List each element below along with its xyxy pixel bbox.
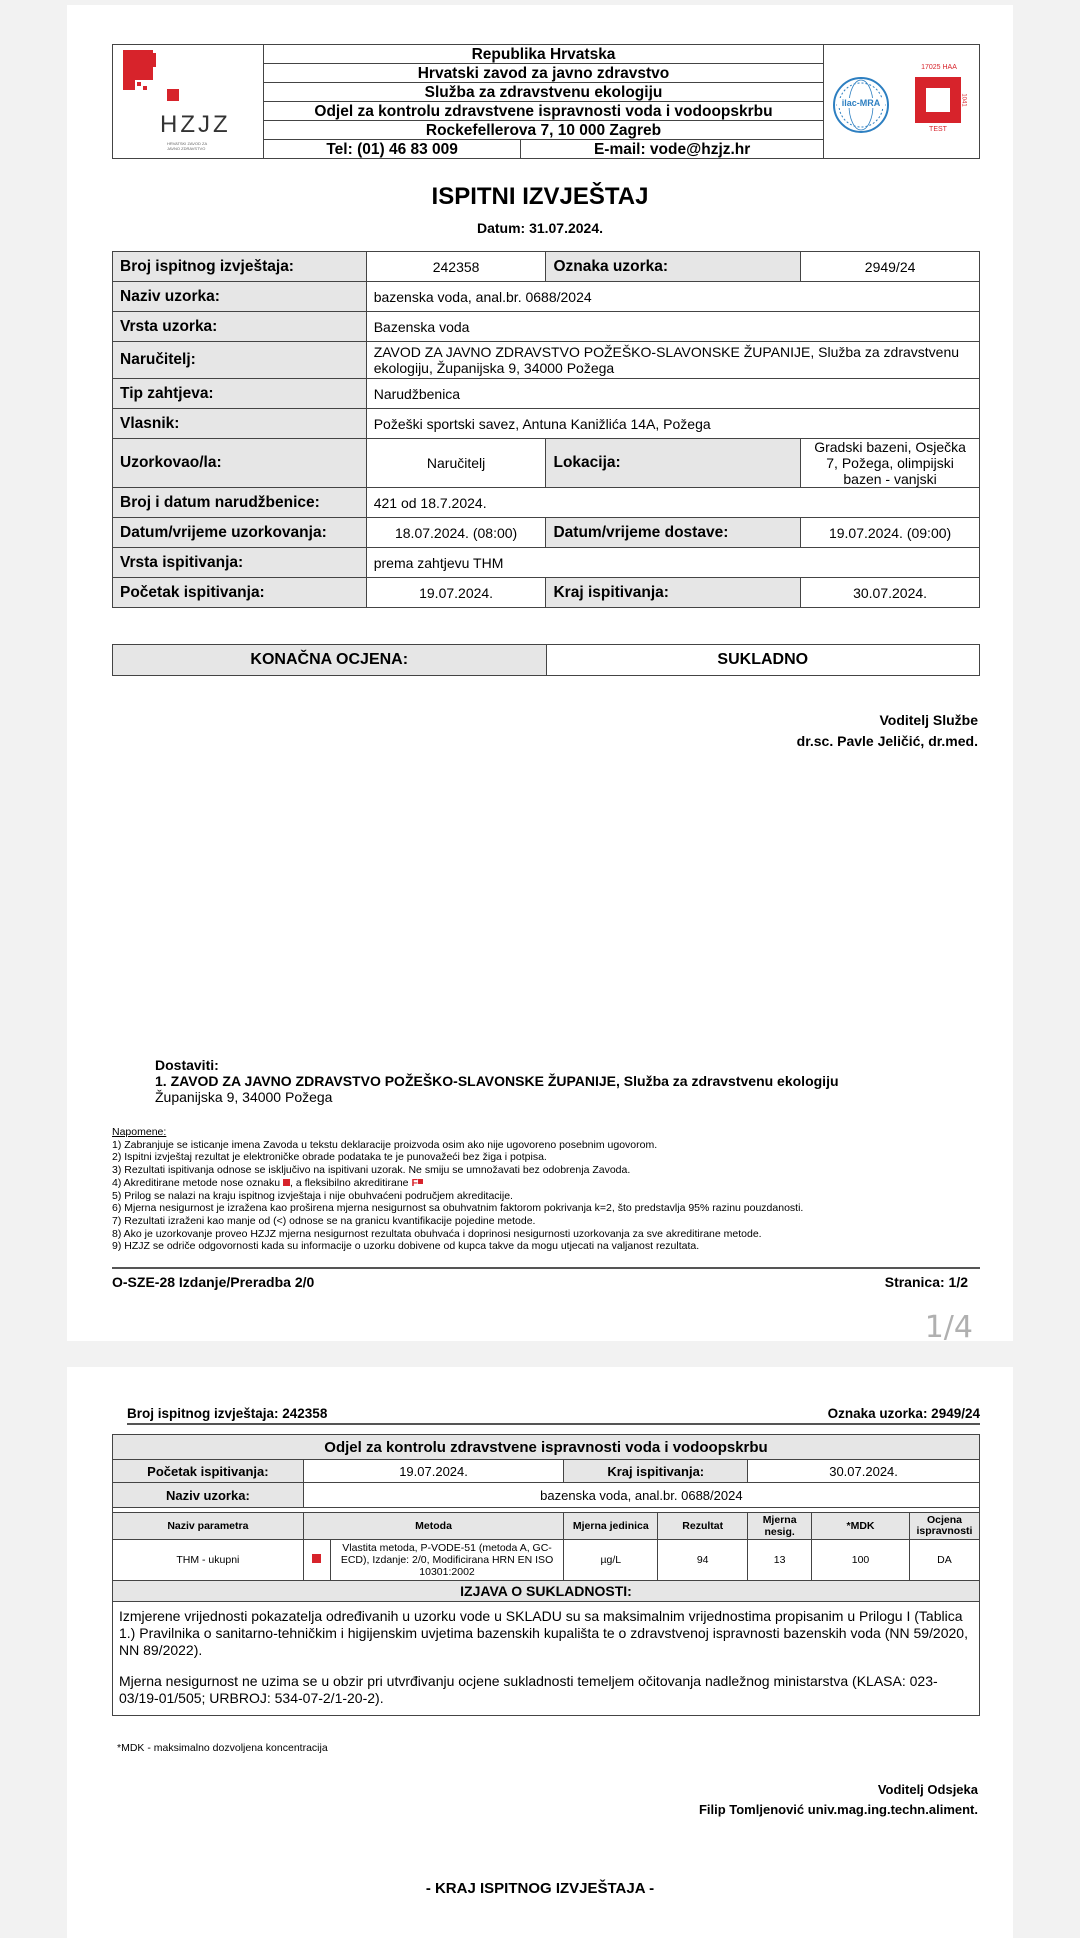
note-5: 5) Prilog se nalazi na kraju ispitnog izvještaja i nije obuhvaćeni područjem akreditacije. [112,1189,513,1202]
row-unit: µg/L [564,1540,658,1581]
header-email[interactable]: E-mail: vode@hzjz.hr [521,140,824,159]
note-3: 3) Rezultati ispitivanja odnose se isključivo na ispitivani uzorak. Ne smiju se umnožavati bez odobrenja Zavoda. [112,1164,631,1177]
header-department: Odjel za kontrolu zdravstvene ispravnosti voda i vodoopskrbu [264,102,824,121]
sample-name: bazenska voda, anal.br. 0688/2024 [366,282,979,312]
client: ZAVOD ZA JAVNO ZDRAVSTVO POŽEŠKO-SLAVONSKE ŽUPANIJE, Služba za zdravstvenu ekologiju, Županijska 9, 34000 Požega [366,342,979,379]
col-mdk: *MDK [812,1513,910,1540]
final-assessment-label: KONAČNA OCJENA: [113,645,547,676]
row-uncertainty: 13 [748,1540,812,1581]
sampler: Naručitelj [366,439,546,488]
note-4 [112,1177,982,1190]
logo-text: HZJZ [160,111,231,138]
location-label: Lokacija: [546,439,801,488]
results-sample-name-label: Naziv uzorka: [113,1483,304,1508]
accreditation-logos [824,45,980,159]
signature-name-2: Filip Tomljenović univ.mag.ing.techn.aliment. [698,1802,978,1817]
report-page-1 [67,5,1013,1345]
sample-type: Bazenska voda [366,312,979,342]
test-type: prema zahtjevu THM [366,548,979,578]
test-start: 19.07.2024. [366,578,546,608]
signature-name: dr.sc. Pavle Jeličić, dr.med. [796,733,978,749]
col-method: Metoda [303,1513,564,1540]
row-method: Vlastita metoda, P-VODE-51 (metoda A, GC-ECD), Izdanje: 2/0, Modificirana HRN EN ISO 10301:2002 [330,1540,564,1581]
note-1: 1) Zabranjuje se isticanje imena Zavoda u tekstu deklaracije proizvoda osim ako nije ugovoreno posebnim ugovorom. [112,1138,658,1151]
distribution-address: Županijska 9, 34000 Požega [155,1089,333,1105]
distribution-label: Dostaviti: [155,1057,219,1073]
sample-info-table [112,251,980,608]
results-sample-name: bazenska voda, anal.br. 0688/2024 [303,1483,979,1508]
notes-block [112,1126,982,1253]
delivery-datetime: 19.07.2024. (09:00) [801,518,980,548]
department-title: Odjel za kontrolu zdravstvene ispravnosti voda i vodoopskrbu [113,1435,980,1460]
row-parameter: THM - ukupni [113,1540,304,1581]
location: Gradski bazeni, Osječka 7, Požega, olimpijski bazen - vanjski [801,439,980,488]
col-result: Rezultat [658,1513,748,1540]
sample-type-label: Vrsta uzorka: [113,312,367,342]
note-2: 2) Ispitni izvještaj rezultat je elektroničke obrade podataka te je punovažeći bez žiga i potpisa. [112,1151,547,1164]
test-type-label: Vrsta ispitivanja: [113,548,367,578]
sample-code-label: Oznaka uzorka: [546,252,801,282]
header-address: Rockefellerova 7, 10 000 Zagreb [264,121,824,140]
ilac-text: ilac-MRA [837,98,885,108]
signature-block-1 [797,710,978,752]
report-number: 242358 [366,252,546,282]
final-assessment-value: SUKLADNO [546,645,980,676]
row-result: 94 [658,1540,748,1581]
conformity-title: IZJAVA O SUKLADNOSTI: [113,1581,980,1602]
sample-name-label: Naziv uzorka: [113,282,367,312]
page2-header [127,1406,980,1425]
row-mdk: 100 [812,1540,910,1581]
conformity-statement [113,1602,980,1716]
sampling-datetime-label: Datum/vrijeme uzorkovanja: [113,518,367,548]
viewer-page-indicator: 1/4 [924,1310,973,1345]
distribution-block [155,1057,839,1105]
final-assessment [112,644,980,676]
page2-sample-code: Oznaka uzorka: 2949/24 [827,1406,980,1421]
conformity-text-1: Izmjerene vrijednosti pokazatelja određivanih u uzorku vode u SKLADU su sa maksimalnim vrijednostima propisanim u Prilogu I (Tablica 1.) Pravilnika o sanitarno-tehničkim i higijenskim uvjetima bazenskih kupališta te o zdravstvenoj ispravnosti bazenskih voda (NN 59/2020, NN 89/2022). [119,1608,968,1658]
owner-label: Vlasnik: [113,409,367,439]
test-end-label: Kraj ispitivanja: [546,578,801,608]
report-title: ISPITNI IZVJEŠTAJ [431,183,649,210]
col-uncertainty: Mjerna nesig. [748,1513,812,1540]
results-end: 30.07.2024. [748,1460,980,1483]
col-parameter: Naziv parametra [113,1513,304,1540]
results-start-label: Početak ispitivanja: [113,1460,304,1483]
mdk-note: *MDK - maksimalno dozvoljena koncentracija [117,1742,328,1754]
letterhead [112,44,980,159]
logo-subtext: HRVATSKI ZAVOD ZA JAVNO ZDRAVSTVO [167,141,207,151]
page2-report-number: Broj ispitnog izvještaja: 242358 [127,1406,328,1421]
note-4-text-a: 4) Akreditirane metode nose oznaku [112,1176,281,1189]
haa-number: 1041 [960,93,967,107]
request-type-label: Tip zahtjeva: [113,379,367,409]
note-7: 7) Rezultati izraženi kao manje od (<) odnose se na granicu kvantifikacije pojedine metode. [112,1214,536,1227]
owner: Požeški sportski savez, Antuna Kanižlića 14A, Požega [366,409,979,439]
delivery-datetime-label: Datum/vrijeme dostave: [546,518,801,548]
table-row [113,1540,980,1581]
results-table [112,1434,980,1716]
header-institute: Hrvatski zavod za javno zdravstvo [264,64,824,83]
page-footer [112,1267,980,1290]
sample-code: 2949/24 [801,252,980,282]
page-counter: Stranica: 1/2 [884,1274,968,1290]
hzjz-logo [113,45,264,159]
signature-role-2: Voditelj Odsjeka [877,1782,978,1797]
note-9: 9) HZJZ se odriče odgovornosti kada su informacije o uzorku dobivene od kupca takve da mogu utjecati na valjanost rezultata. [112,1240,700,1253]
form-code: O-SZE-28 Izdanje/Preradba 2/0 [112,1274,315,1290]
sampling-datetime: 18.07.2024. (08:00) [366,518,546,548]
col-unit: Mjerna jedinica [564,1513,658,1540]
row-assessment: DA [909,1540,979,1581]
notes-label: Napomene: [112,1126,167,1138]
results-end-label: Kraj ispitivanja: [564,1460,748,1483]
report-end: - KRAJ ISPITNOG IZVJEŠTAJA - [425,1880,655,1897]
sampler-label: Uzorkovao/la: [113,439,367,488]
signature-role: Voditelj Službe [879,712,978,728]
order-label: Broj i datum narudžbenice: [113,488,367,518]
haa-test-icon [915,77,961,123]
client-label: Naručitelj: [113,342,367,379]
conformity-text-2: Mjerna nesigurnost ne uzima se u obzir pri utvrđivanju ocjene sukladnosti temeljem očitovanja nadležnog ministarstva (KLASA: 023-03/19-01/505; URBROJ: 534-07-2/1-20-2). [119,1673,938,1706]
request-type: Narudžbenica [366,379,979,409]
accredited-mark-icon [283,1179,290,1186]
note-8: 8) Ako je uzorkovanje proveo HZJZ mjerna nesigurnost rezultata obuhvaća i doprinosi nesigurnosti uzorkovanja za sve akreditirane metode. [112,1227,762,1240]
flexible-accredited-mark-icon: F [411,1176,418,1189]
test-end: 30.07.2024. [801,578,980,608]
header-country: Republika Hrvatska [264,45,824,64]
haa-text: 17025 HAA [921,64,957,71]
header-phone: Tel: (01) 46 83 009 [264,140,521,159]
col-assessment: Ocjena ispravnosti [909,1513,979,1540]
signature-block-2 [699,1780,978,1820]
header-service: Služba za zdravstvenu ekologiju [264,83,824,102]
results-start: 19.07.2024. [303,1460,564,1483]
report-number-label: Broj ispitnog izvještaja: [113,252,367,282]
haa-test-text: TEST [929,126,947,133]
distribution-recipient: 1. ZAVOD ZA JAVNO ZDRAVSTVO POŽEŠKO-SLAVONSKE ŽUPANIJE, Služba za zdravstvenu ekologiju [155,1073,839,1089]
note-4-text-b: , a fleksibilno akreditirane [290,1176,409,1189]
accredited-mark-icon [303,1540,330,1581]
report-page-2 [67,1367,1013,1938]
note-6: 6) Mjerna nesigurnost je izražena kao proširena mjerna nesigurnost sa obuhvatnim faktorom pokrivanja k=2, što predstavlja 95% razinu pouzdanosti. [112,1202,804,1215]
order: 421 od 18.7.2024. [366,488,979,518]
report-date: Datum: 31.07.2024. [476,220,604,236]
test-start-label: Početak ispitivanja: [113,578,367,608]
